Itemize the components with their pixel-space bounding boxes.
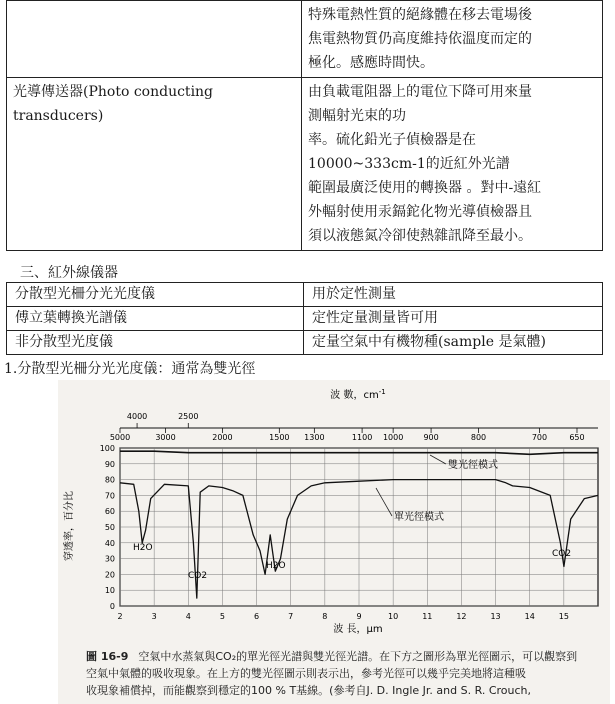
top-tick-label: 900	[423, 433, 439, 442]
text-line: 須以液態氮冷卻使熱雜訊降至最小。	[308, 228, 532, 244]
y-tick-label: 0	[109, 602, 115, 611]
peak-label: CO2	[188, 571, 208, 581]
y-axis-ticks	[100, 444, 115, 611]
top-tick-label: 1300	[304, 433, 325, 442]
x-tick-label: 4	[185, 612, 191, 621]
x-tick-label: 3	[151, 612, 157, 621]
x-tick-label: 2	[117, 612, 123, 621]
peak-label: H2O	[266, 561, 286, 571]
y-tick-label: 40	[104, 538, 115, 548]
table-row	[7, 78, 603, 251]
table-cell-use: 定量空氣中有機物種(sample 是氣體)	[304, 331, 603, 355]
x-tick-label: 11	[422, 612, 433, 621]
table-row	[7, 331, 603, 355]
x-axis-title: 波 長，μm	[333, 624, 383, 635]
table-row	[7, 307, 603, 331]
x-tick-label: 15	[558, 612, 569, 621]
x-tick-label: 12	[456, 612, 467, 621]
x-axis-ticks	[117, 612, 568, 621]
text-line: 極化。感應時間快。	[308, 55, 434, 71]
caption-text: 空氣中水蒸氣與CO₂的單光徑光譜與雙光徑光譜。在下方之圖形為單光徑圖示，可以觀察到	[138, 650, 578, 663]
detector-table	[6, 0, 603, 251]
top-tick-label: 1500	[269, 433, 290, 442]
caption-line: 收現象補償掉，而能觀察到穩定的100 % T基線。(參考自J. D. Ingle Jr. and S. R. Crouch,	[86, 684, 532, 697]
text-line: 光導傳送器(Photo conducting	[13, 84, 214, 100]
note-text: 1.分散型光柵分光光度儀：通常為雙光徑	[4, 361, 256, 377]
table-cell-term	[7, 78, 302, 251]
caption-line: 空氣中氣體的吸收現象。在上方的雙光徑圖示則表示出，參考光徑可以幾乎完美地將這種吸	[86, 667, 526, 680]
table-cell-use: 用於定性測量	[304, 283, 603, 307]
text-line: 範圍最廣泛使用的轉換器 。對中-遠紅	[308, 180, 542, 196]
text-line: transducers)	[13, 108, 104, 124]
x-tick-label: 9	[356, 612, 362, 621]
table-cell-instrument: 分散型光柵分光光度儀	[7, 283, 304, 307]
top-tick-label: 5000	[109, 433, 131, 442]
text-line: 外輻射使用汞鎘鉈化物光導偵檢器且	[308, 204, 532, 220]
label-single-beam: 單光徑模式	[394, 512, 444, 523]
x-tick-label: 10	[388, 612, 399, 621]
section-title: 三、紅外線儀器	[20, 265, 118, 281]
x-tick-label: 8	[322, 612, 328, 621]
x-tick-label: 5	[219, 612, 225, 621]
y-tick-label: 20	[104, 570, 115, 580]
ir-spectrum-chart	[58, 380, 610, 640]
y-tick-label: 80	[104, 475, 115, 485]
y-axis-title: 穿透率，百分比	[64, 491, 75, 561]
top-tick-label: 1100	[351, 433, 373, 442]
caption-line	[86, 648, 606, 665]
table-cell-instrument: 非分散型光度儀	[7, 331, 304, 355]
table-cell-instrument: 傅立葉轉換光譜儀	[7, 307, 304, 331]
text-line: 測輻射光束的功	[308, 108, 406, 124]
figure-caption	[86, 648, 606, 699]
text-line: 10000~333cm-1的近紅外光譜	[308, 156, 510, 172]
label-double-beam: 雙光徑模式	[448, 460, 498, 471]
table-cell-use: 定性定量測量皆可用	[304, 307, 603, 331]
table-cell-empty	[7, 1, 302, 78]
leader-double	[430, 455, 446, 464]
x-tick-label: 6	[254, 612, 260, 621]
top-tick-label: 3000	[155, 433, 176, 442]
leader-single	[376, 488, 392, 516]
text-line: 由負載電阻器上的電位下降可用來量	[308, 84, 532, 100]
text-line: 率。硫化鉛光子偵檢器是在	[308, 132, 476, 148]
y-tick-label: 10	[104, 586, 115, 596]
y-tick-label: 60	[104, 507, 115, 517]
table-cell-description	[302, 78, 603, 251]
text-line: 特殊電熱性質的絕緣體在移去電場後	[308, 7, 532, 23]
top-tick-label: 2000	[212, 433, 233, 442]
table-cell-description	[302, 1, 603, 78]
peak-label: H2O	[133, 543, 153, 553]
top-axis-ticks	[110, 412, 598, 442]
top-tick-label: 4000	[126, 412, 148, 421]
y-tick-label: 90	[104, 459, 115, 469]
table-row	[7, 283, 603, 307]
x-tick-label: 14	[524, 612, 535, 621]
top-tick-label: 650	[569, 433, 585, 442]
table-row	[7, 1, 603, 78]
top-tick-label: 2500	[178, 412, 199, 421]
caption-label: 圖 16-9	[86, 650, 129, 663]
y-tick-label: 70	[104, 491, 115, 501]
instrument-table	[6, 282, 603, 355]
top-axis-title: 波 數，$cm^{-1}$	[330, 388, 386, 401]
x-tick-label: 7	[288, 612, 294, 621]
peak-label: CO2	[552, 549, 572, 559]
top-tick-label: 1000	[382, 433, 404, 442]
top-tick-label: 800	[470, 433, 487, 442]
top-tick-label: 700	[531, 433, 548, 442]
text-line: 焦電熱物質仍高度維持依溫度而定的	[308, 31, 532, 47]
y-tick-label: 100	[99, 444, 115, 453]
y-tick-label: 30	[104, 554, 115, 564]
x-tick-label: 13	[490, 612, 501, 621]
y-tick-label: 50	[104, 523, 115, 532]
